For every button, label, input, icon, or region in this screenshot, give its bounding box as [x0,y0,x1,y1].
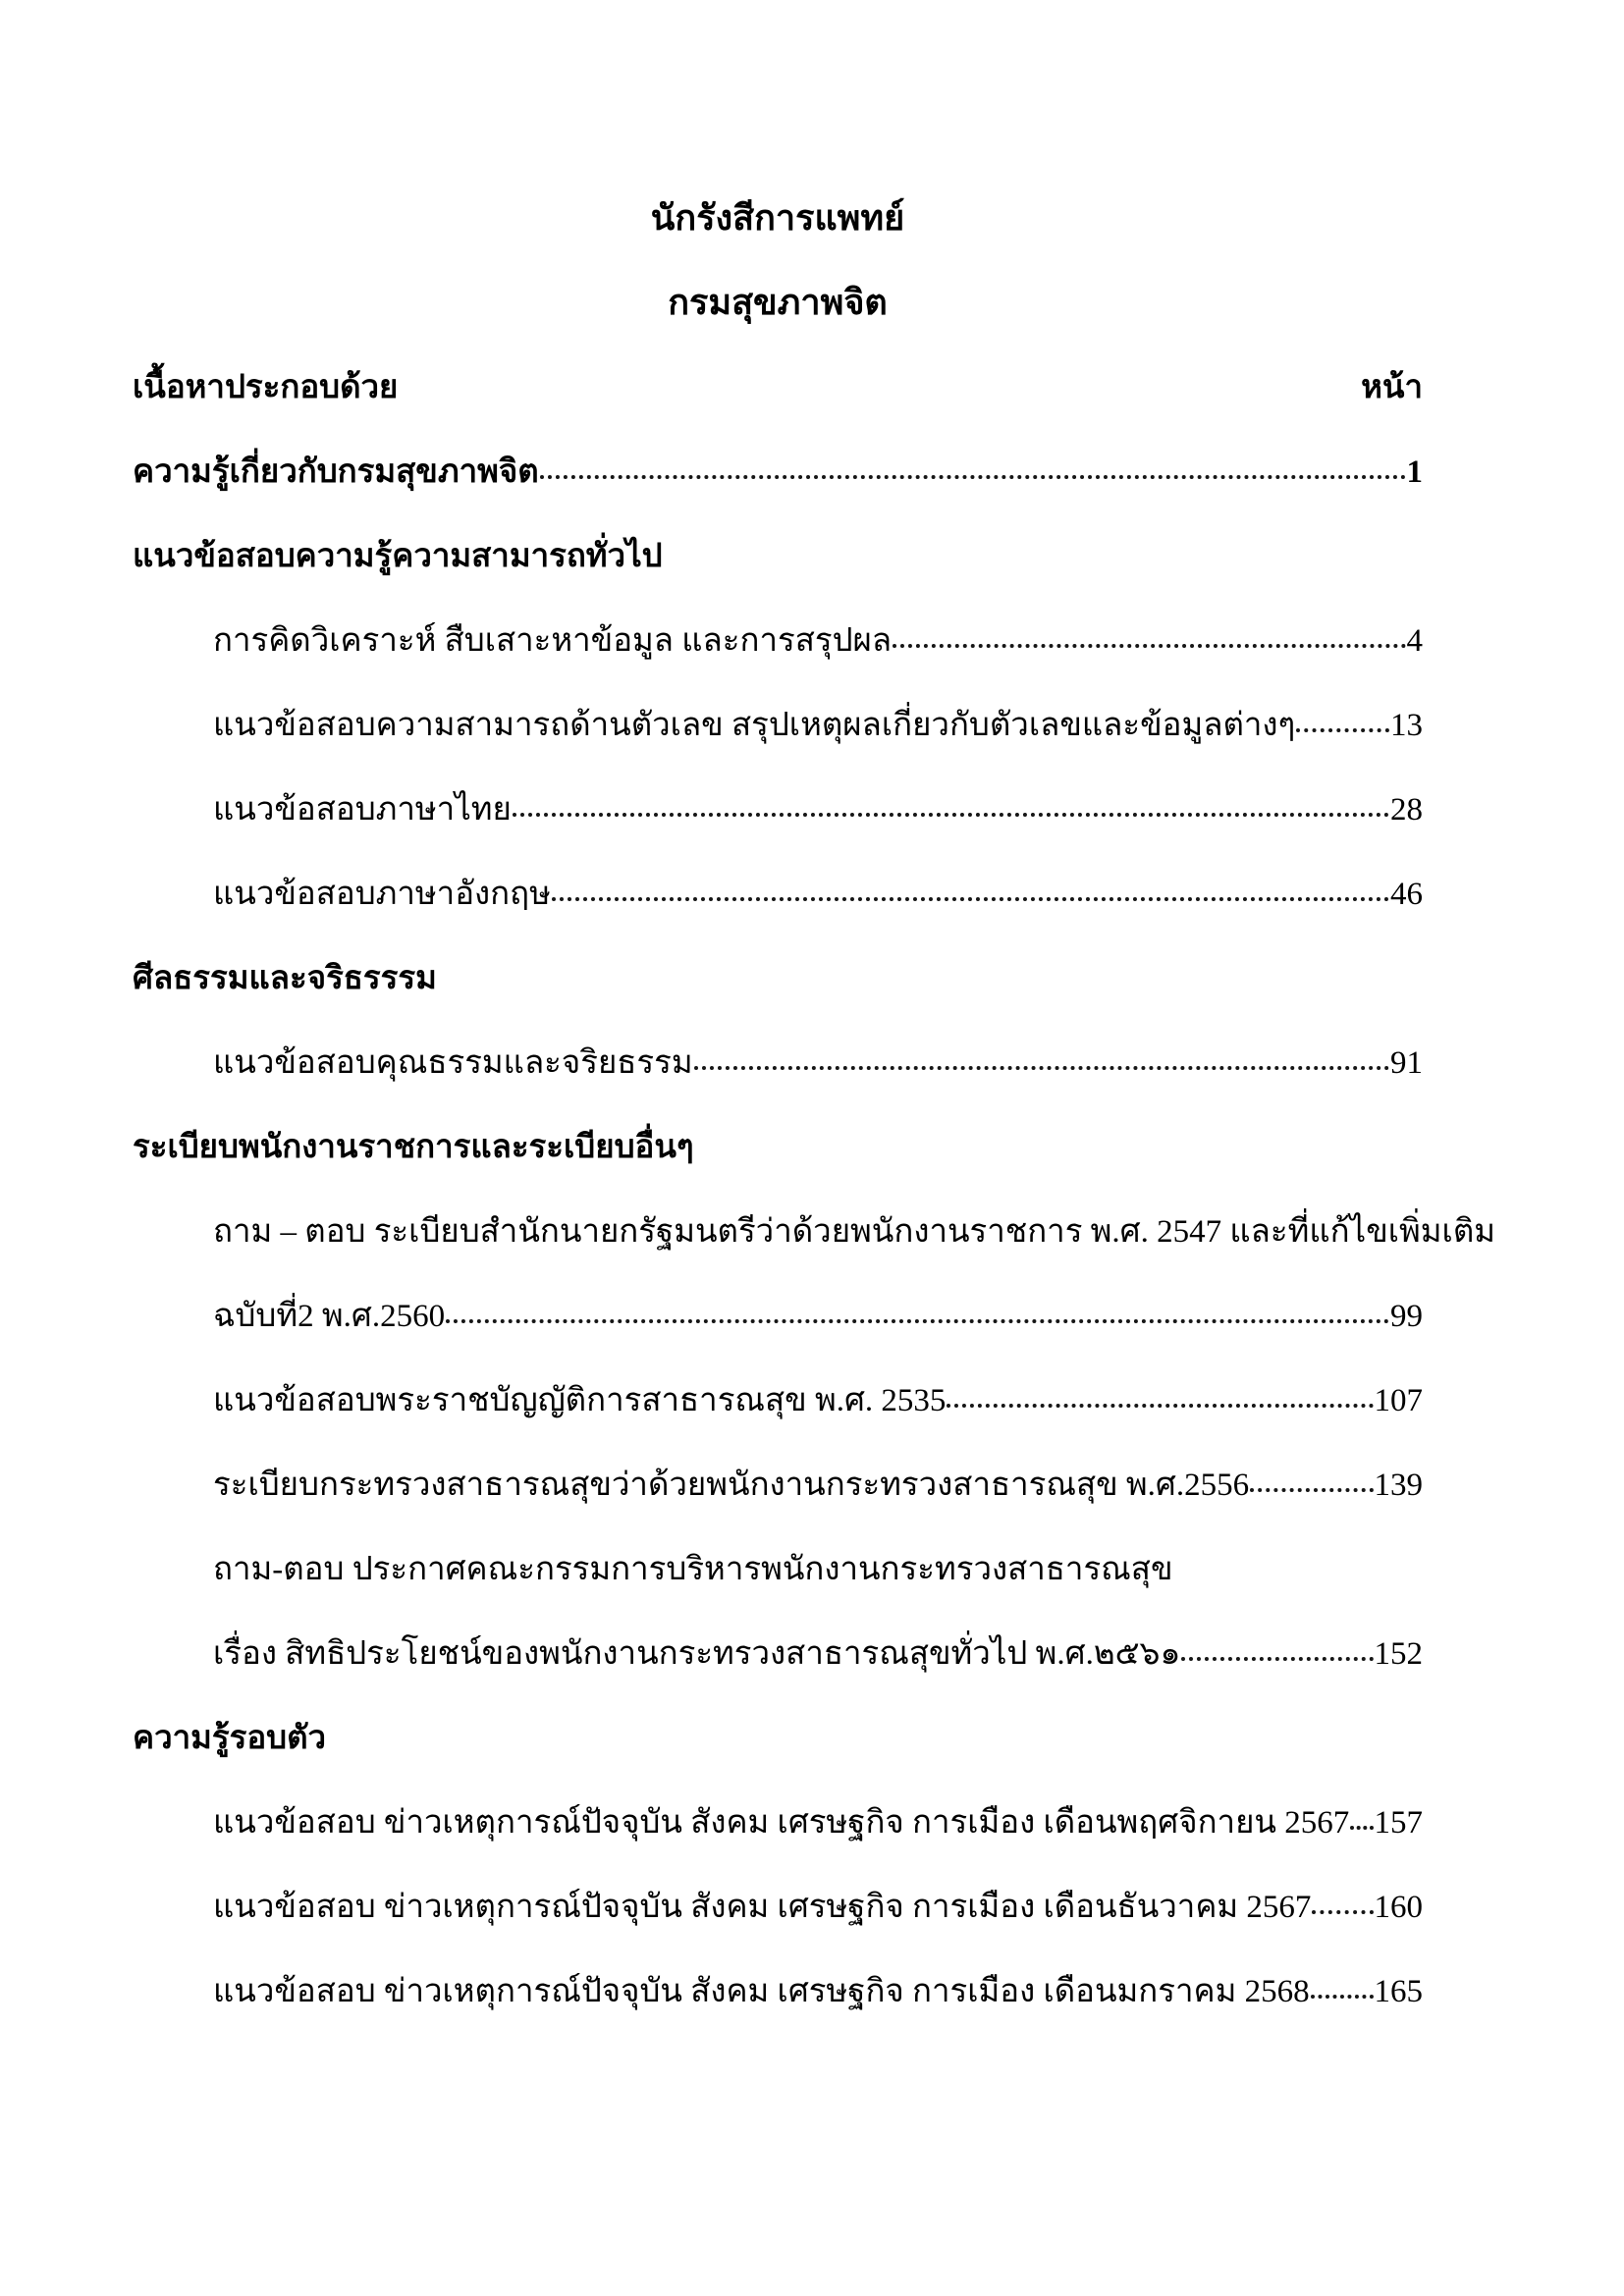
toc-entry [133,1800,1423,1885]
toc-entry [133,703,1423,787]
dot-leader [513,813,1389,817]
dot-leader [694,1066,1389,1070]
toc-entry [133,1631,1423,1716]
document-title: นักรังสีการแพทย์ [650,198,905,238]
toc-entry-title: เรื่อง สิทธิประโยชน์ของพนักงานกระทรวงสาธารณสุขทั่วไป พ.ศ.๒๕๖๑ [213,1636,1181,1672]
toc-entry [133,1041,1423,1125]
toc-entry-title: ถาม-ตอบ ประกาศคณะกรรมการบริหารพนักงานกระทรวงสาธารณสุข [213,1552,1173,1587]
toc-entry-page: 4 [1406,623,1423,659]
toc-entry-page: 13 [1390,708,1423,743]
toc-entry [133,1378,1423,1463]
toc-entry [133,872,1423,956]
toc-entry [133,1885,1423,1969]
dot-leader [1296,728,1389,732]
toc-entry-continued-first-line [133,1209,1495,1294]
toc-entry-title: แนวข้อสอบภาษาอังกฤษ [213,877,551,912]
toc-entry-title: แนวข้อสอบพระราชบัญญัติการสาธารณสุข พ.ศ. 2535 [213,1383,947,1418]
toc-entry [133,618,1423,703]
toc-entry-page: 46 [1390,877,1423,912]
toc-entry-page: 160 [1374,1890,1423,1925]
toc-entry-page: 152 [1374,1636,1423,1672]
toc-section-heading [133,1716,1423,1800]
dot-leader [540,475,1406,479]
document-subtitle: กรมสุขภาพจิต [668,283,888,322]
toc-section-title: ความรู้รอบตัว [133,1721,327,1756]
toc-entry-page: 165 [1374,1974,1423,2009]
toc-entry-page: 28 [1390,792,1423,828]
toc-entry-title: แนวข้อสอบ ข่าวเหตุการณ์ปัจจุบัน สังคม เศรษฐกิจ การเมือง เดือนธันวาคม 2567 [213,1890,1312,1925]
toc-contents-label: เนื้อหาประกอบด้วย [133,370,399,405]
toc-entry-title: ฉบับที่2 พ.ศ.2560 [213,1299,446,1334]
dot-leader [893,644,1405,648]
toc-entry-title: การคิดวิเคราะห์ สืบเสาะหาข้อมูล และการสรุปผล [213,623,893,659]
toc-section-title: แนวข้อสอบความรู้ความสามารถทั่วไป [133,539,663,574]
dot-leader [1311,1995,1374,1999]
toc-entry-page: 139 [1374,1468,1423,1503]
toc-section-heading [133,956,1423,1041]
toc-section-heading [133,1125,1423,1209]
toc-entry [133,1463,1423,1547]
toc-entry-page: 91 [1390,1045,1423,1081]
toc-entry [133,787,1423,872]
toc-entry-title: ความรู้เกี่ยวกับกรมสุขภาพจิต [133,454,539,490]
toc-entry-title: แนวข้อสอบ ข่าวเหตุการณ์ปัจจุบัน สังคม เศรษฐกิจ การเมือง เดือนมกราคม 2568 [213,1974,1310,2009]
dot-leader [1181,1657,1373,1661]
toc-section-title: ระเบียบพนักงานราชการและระเบียบอื่นๆ [133,1130,694,1165]
toc-entry-title: ระเบียบกระทรวงสาธารณสุขว่าด้วยพนักงานกระทรวงสาธารณสุข พ.ศ.2556 [213,1468,1250,1503]
toc-entry-page: 99 [1390,1299,1423,1334]
toc-entry [133,1294,1423,1378]
toc-entry-page: 157 [1374,1805,1423,1841]
toc-section-title: ศีลธรรมและจริธรรรม [133,961,437,996]
toc-entry-title: ถาม – ตอบ ระเบียบสำนักนายกรัฐมนตรีว่าด้วยพนักงานราชการ พ.ศ. 2547 และที่แก้ไขเพิ่มเติม [213,1214,1495,1250]
toc-entry-title: แนวข้อสอบความสามารถด้านตัวเลข สรุปเหตุผลเกี่ยวกับตัวเลขและข้อมูลต่างๆ [213,708,1296,743]
toc-entry-page: 107 [1374,1383,1423,1418]
dot-leader [552,897,1389,901]
toc-page-column-label: หน้า [1361,370,1423,405]
dot-leader [947,1404,1373,1408]
dot-leader [1350,1826,1373,1830]
toc-entry-page: 1 [1406,454,1423,490]
toc-entry-continued-first-line [133,1547,1423,1631]
toc-entry-title: แนวข้อสอบภาษาไทย [213,792,512,828]
dot-leader [446,1319,1389,1323]
toc-entry [133,1969,1423,2054]
toc-section-heading [133,534,1423,618]
toc-entry-title: แนวข้อสอบ ข่าวเหตุการณ์ปัจจุบัน สังคม เศรษฐกิจ การเมือง เดือนพฤศจิกายน 2567 [213,1805,1350,1841]
dot-leader [1250,1488,1373,1492]
dot-leader [1312,1910,1373,1914]
toc-entry [133,450,1423,534]
toc-entry-title: แนวข้อสอบคุณธรรมและจริยธรรม [213,1045,693,1081]
toc-header-row [133,365,1423,450]
